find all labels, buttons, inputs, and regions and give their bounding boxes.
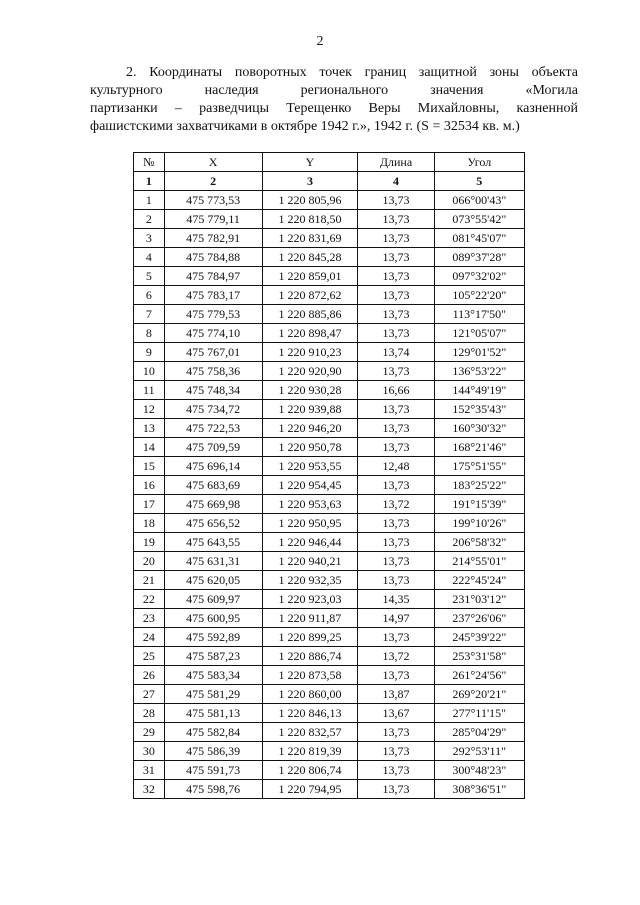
y-coordinate-cell: 1 220 932,35 [262,571,358,590]
y-coordinate-cell: 1 220 953,55 [262,457,358,476]
coordinates-table [133,152,525,799]
angle-cell: 237°26'06" [434,609,524,628]
point-number-cell: 12 [134,400,165,419]
x-coordinate-cell: 475 609,97 [164,590,262,609]
angle-cell: 253°31'58" [434,647,524,666]
length-cell: 13,73 [358,305,434,324]
heading-line-1: 2. Координаты поворотных точек границ защитной зоны объекта [126,65,578,80]
page-number: 2 [316,34,324,49]
heading-line-3: партизанки – разведчицы Терещенко Веры Михайловны, казненной [90,101,578,116]
length-cell: 13,73 [358,723,434,742]
table-row [134,590,525,609]
y-coordinate-cell: 1 220 939,88 [262,400,358,419]
angle-cell: 105°22'20" [434,286,524,305]
x-coordinate-cell: 475 583,34 [164,666,262,685]
x-coordinate-cell: 475 581,29 [164,685,262,704]
table-row [134,609,525,628]
point-number-cell: 22 [134,590,165,609]
angle-cell: 222°45'24" [434,571,524,590]
y-coordinate-cell: 1 220 953,63 [262,495,358,514]
y-coordinate-cell: 1 220 872,62 [262,286,358,305]
point-number-cell: 3 [134,229,165,248]
length-cell: 13,73 [358,362,434,381]
table-row [134,723,525,742]
point-number-cell: 24 [134,628,165,647]
table-row [134,761,525,780]
x-coordinate-cell: 475 598,76 [164,780,262,799]
x-coordinate-cell: 475 722,53 [164,419,262,438]
x-coordinate-cell: 475 779,53 [164,305,262,324]
x-coordinate-cell: 475 734,72 [164,400,262,419]
x-coordinate-cell: 475 696,14 [164,457,262,476]
table-row [134,400,525,419]
y-coordinate-cell: 1 220 950,78 [262,438,358,457]
length-cell: 13,73 [358,780,434,799]
length-cell: 13,73 [358,248,434,267]
angle-cell: 081°45'07" [434,229,524,248]
angle-cell: 144°49'19" [434,381,524,400]
angle-cell: 277°11'15" [434,704,524,723]
y-coordinate-cell: 1 220 806,74 [262,761,358,780]
y-coordinate-cell: 1 220 923,03 [262,590,358,609]
point-number-cell: 25 [134,647,165,666]
length-cell: 13,72 [358,647,434,666]
x-coordinate-cell: 475 774,10 [164,324,262,343]
y-coordinate-cell: 1 220 954,45 [262,476,358,495]
angle-cell: 199°10'26" [434,514,524,533]
table-row [134,628,525,647]
point-number-cell: 10 [134,362,165,381]
x-coordinate-cell: 475 683,69 [164,476,262,495]
point-number-cell: 17 [134,495,165,514]
x-coordinate-cell: 475 620,05 [164,571,262,590]
table-row [134,210,525,229]
header-length: Длина [358,153,434,172]
x-coordinate-cell: 475 582,84 [164,723,262,742]
point-number-cell: 8 [134,324,165,343]
column-number: 5 [434,172,524,191]
y-coordinate-cell: 1 220 898,47 [262,324,358,343]
table-row [134,704,525,723]
length-cell: 13,73 [358,476,434,495]
table-row [134,267,525,286]
angle-cell: 160°30'32" [434,419,524,438]
length-cell: 13,73 [358,761,434,780]
y-coordinate-cell: 1 220 846,13 [262,704,358,723]
table-row [134,742,525,761]
point-number-cell: 16 [134,476,165,495]
angle-cell: 089°37'28" [434,248,524,267]
column-number: 2 [164,172,262,191]
length-cell: 13,74 [358,343,434,362]
point-number-cell: 26 [134,666,165,685]
y-coordinate-cell: 1 220 930,28 [262,381,358,400]
angle-cell: 168°21'46" [434,438,524,457]
angle-cell: 113°17'50" [434,305,524,324]
y-coordinate-cell: 1 220 873,58 [262,666,358,685]
point-number-cell: 30 [134,742,165,761]
y-coordinate-cell: 1 220 845,28 [262,248,358,267]
point-number-cell: 7 [134,305,165,324]
point-number-cell: 18 [134,514,165,533]
x-coordinate-cell: 475 758,36 [164,362,262,381]
x-coordinate-cell: 475 600,95 [164,609,262,628]
point-number-cell: 27 [134,685,165,704]
header-number: № [134,153,165,172]
length-cell: 14,35 [358,590,434,609]
heading-line-4: фашистскими захватчиками в октябре 1942 г.», 1942 г. (S = 32534 кв. м.) [90,119,520,134]
length-cell: 13,73 [358,267,434,286]
y-coordinate-cell: 1 220 886,74 [262,647,358,666]
angle-cell: 175°51'55" [434,457,524,476]
table-row [134,248,525,267]
y-coordinate-cell: 1 220 910,23 [262,343,358,362]
point-number-cell: 6 [134,286,165,305]
y-coordinate-cell: 1 220 819,39 [262,742,358,761]
section-heading [90,64,578,136]
point-number-cell: 11 [134,381,165,400]
y-coordinate-cell: 1 220 794,95 [262,780,358,799]
point-number-cell: 5 [134,267,165,286]
table-row [134,552,525,571]
x-coordinate-cell: 475 709,59 [164,438,262,457]
y-coordinate-cell: 1 220 911,87 [262,609,358,628]
angle-cell: 308°36'51" [434,780,524,799]
column-number: 1 [134,172,165,191]
angle-cell: 231°03'12" [434,590,524,609]
x-coordinate-cell: 475 586,39 [164,742,262,761]
x-coordinate-cell: 475 783,17 [164,286,262,305]
table-row [134,476,525,495]
table-row [134,495,525,514]
table-row [134,343,525,362]
y-coordinate-cell: 1 220 946,44 [262,533,358,552]
x-coordinate-cell: 475 784,88 [164,248,262,267]
y-coordinate-cell: 1 220 818,50 [262,210,358,229]
length-cell: 14,97 [358,609,434,628]
angle-cell: 136°53'22" [434,362,524,381]
table-row [134,533,525,552]
table-row [134,514,525,533]
length-cell: 13,73 [358,419,434,438]
x-coordinate-cell: 475 779,11 [164,210,262,229]
header-y: Y [262,153,358,172]
length-cell: 13,67 [358,704,434,723]
y-coordinate-cell: 1 220 899,25 [262,628,358,647]
angle-cell: 129°01'52" [434,343,524,362]
point-number-cell: 20 [134,552,165,571]
length-cell: 13,73 [358,628,434,647]
point-number-cell: 32 [134,780,165,799]
column-number: 4 [358,172,434,191]
angle-cell: 300°48'23" [434,761,524,780]
length-cell: 13,73 [358,324,434,343]
angle-cell: 066°00'43" [434,191,524,210]
table-row [134,666,525,685]
y-coordinate-cell: 1 220 950,95 [262,514,358,533]
table-row [134,647,525,666]
point-number-cell: 31 [134,761,165,780]
table-row [134,685,525,704]
y-coordinate-cell: 1 220 805,96 [262,191,358,210]
angle-cell: 191°15'39" [434,495,524,514]
x-coordinate-cell: 475 767,01 [164,343,262,362]
point-number-cell: 9 [134,343,165,362]
point-number-cell: 15 [134,457,165,476]
table-row [134,780,525,799]
x-coordinate-cell: 475 631,31 [164,552,262,571]
length-cell: 13,73 [358,191,434,210]
table-row [134,571,525,590]
table-row [134,305,525,324]
table-row [134,324,525,343]
x-coordinate-cell: 475 773,53 [164,191,262,210]
y-coordinate-cell: 1 220 885,86 [262,305,358,324]
y-coordinate-cell: 1 220 832,57 [262,723,358,742]
x-coordinate-cell: 475 591,73 [164,761,262,780]
x-coordinate-cell: 475 581,13 [164,704,262,723]
point-number-cell: 4 [134,248,165,267]
angle-cell: 214°55'01" [434,552,524,571]
angle-cell: 073°55'42" [434,210,524,229]
x-coordinate-cell: 475 643,55 [164,533,262,552]
column-number-row [134,172,525,191]
x-coordinate-cell: 475 748,34 [164,381,262,400]
length-cell: 13,73 [358,571,434,590]
y-coordinate-cell: 1 220 940,21 [262,552,358,571]
length-cell: 13,72 [358,495,434,514]
table-row [134,438,525,457]
y-coordinate-cell: 1 220 920,90 [262,362,358,381]
x-coordinate-cell: 475 656,52 [164,514,262,533]
angle-cell: 285°04'29" [434,723,524,742]
y-coordinate-cell: 1 220 946,20 [262,419,358,438]
angle-cell: 152°35'43" [434,400,524,419]
column-number: 3 [262,172,358,191]
x-coordinate-cell: 475 592,89 [164,628,262,647]
length-cell: 12,48 [358,457,434,476]
point-number-cell: 23 [134,609,165,628]
x-coordinate-cell: 475 587,23 [164,647,262,666]
x-coordinate-cell: 475 782,91 [164,229,262,248]
table-row [134,229,525,248]
length-cell: 13,87 [358,685,434,704]
table-body [134,191,525,799]
angle-cell: 121°05'07" [434,324,524,343]
table-row [134,381,525,400]
point-number-cell: 29 [134,723,165,742]
length-cell: 13,73 [358,229,434,248]
length-cell: 13,73 [358,742,434,761]
angle-cell: 261°24'56" [434,666,524,685]
point-number-cell: 2 [134,210,165,229]
heading-line-2: культурного наследия регионального значения «Могила [90,83,578,98]
x-coordinate-cell: 475 669,98 [164,495,262,514]
y-coordinate-cell: 1 220 859,01 [262,267,358,286]
length-cell: 13,73 [358,210,434,229]
y-coordinate-cell: 1 220 831,69 [262,229,358,248]
point-number-cell: 28 [134,704,165,723]
length-cell: 16,66 [358,381,434,400]
length-cell: 13,73 [358,438,434,457]
length-cell: 13,73 [358,533,434,552]
angle-cell: 097°32'02" [434,267,524,286]
table-row [134,419,525,438]
length-cell: 13,73 [358,400,434,419]
point-number-cell: 13 [134,419,165,438]
table-header-row [134,153,525,172]
point-number-cell: 14 [134,438,165,457]
angle-cell: 206°58'32" [434,533,524,552]
table-row [134,362,525,381]
point-number-cell: 1 [134,191,165,210]
length-cell: 13,73 [358,514,434,533]
point-number-cell: 19 [134,533,165,552]
table-row [134,457,525,476]
angle-cell: 269°20'21" [434,685,524,704]
length-cell: 13,73 [358,552,434,571]
length-cell: 13,73 [358,666,434,685]
angle-cell: 183°25'22" [434,476,524,495]
header-x: X [164,153,262,172]
y-coordinate-cell: 1 220 860,00 [262,685,358,704]
x-coordinate-cell: 475 784,97 [164,267,262,286]
table-row [134,286,525,305]
angle-cell: 245°39'22" [434,628,524,647]
angle-cell: 292°53'11" [434,742,524,761]
header-angle: Угол [434,153,524,172]
length-cell: 13,73 [358,286,434,305]
table-row [134,191,525,210]
point-number-cell: 21 [134,571,165,590]
